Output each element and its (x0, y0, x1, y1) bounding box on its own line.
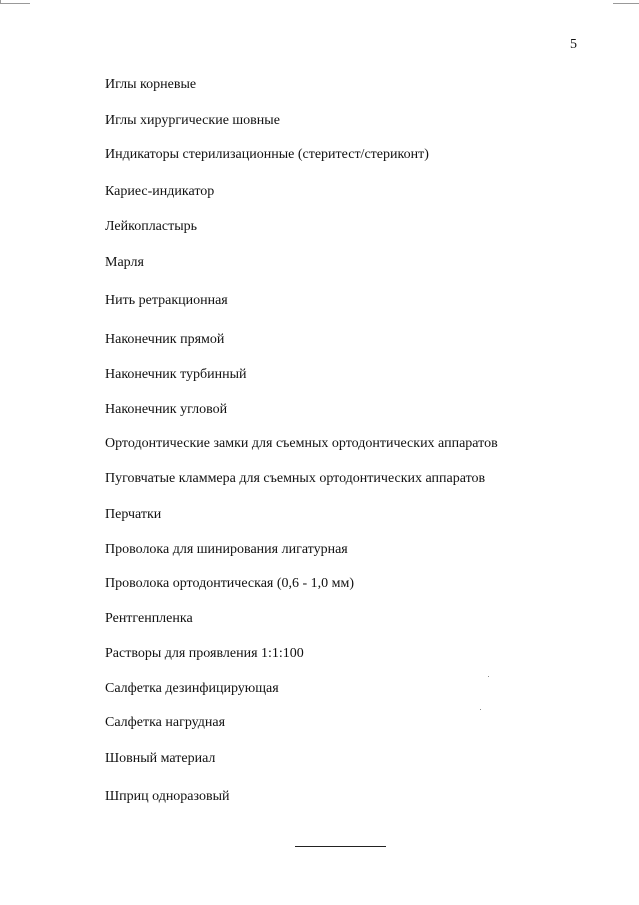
footnote-separator (295, 846, 386, 847)
scan-corner-mark-left-vertical (0, 0, 1, 4)
list-item: Марля (105, 255, 144, 270)
list-item: Иглы хирургические шовные (105, 113, 280, 128)
list-item: Наконечник угловой (105, 402, 228, 417)
list-item: Кариес-индикатор (105, 184, 215, 199)
list-item: Иглы корневые (105, 77, 197, 92)
list-item: Шовный материал (105, 751, 216, 766)
list-item: Проволока для шинирования лигатурная (105, 542, 348, 557)
scan-speck (488, 676, 489, 677)
list-item: Индикаторы стерилизационные (стеритест/стериконт) (105, 147, 429, 162)
list-item: Лейкопластырь (105, 219, 198, 234)
list-item: Шприц одноразовый (105, 789, 230, 804)
list-item: Растворы для проявления 1:1:100 (105, 646, 304, 661)
page-number: 5 (570, 37, 577, 52)
list-item: Салфетка дезинфицирующая (105, 681, 279, 696)
list-item: Проволока ортодонтическая (0,6 - 1,0 мм) (105, 576, 355, 591)
scan-speck (480, 709, 481, 710)
list-item: Салфетка нагрудная (105, 715, 226, 730)
list-item: Наконечник прямой (105, 332, 225, 347)
list-item: Нить ретракционная (105, 293, 228, 308)
scan-corner-mark-right (613, 3, 639, 4)
scan-corner-mark-left (0, 3, 30, 4)
list-item: Пуговчатые кламмера для съемных ортодонтических аппаратов (105, 471, 486, 486)
list-item: Рентгенпленка (105, 611, 193, 626)
list-item: Ортодонтические замки для съемных ортодонтических аппаратов (105, 436, 498, 451)
list-item: Перчатки (105, 507, 162, 522)
list-item: Наконечник турбинный (105, 367, 247, 382)
